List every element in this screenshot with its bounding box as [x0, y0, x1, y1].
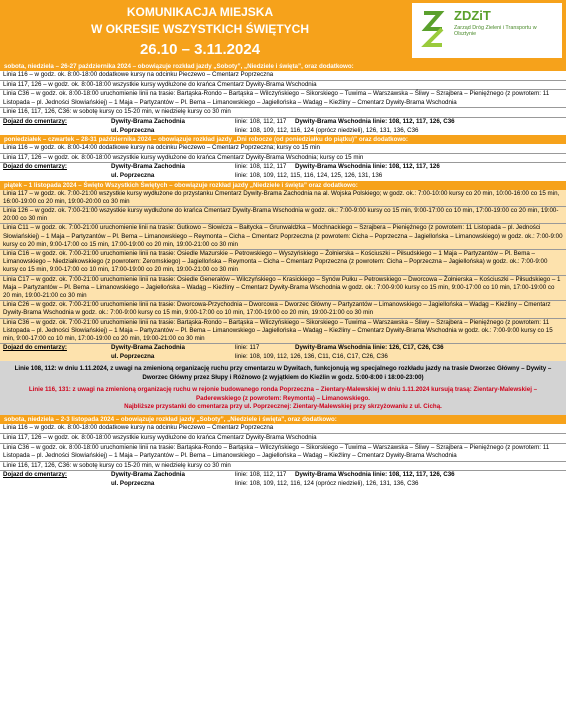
- schedule-line: Linia C36 – w godz. ok. 7:00-21:00 uruchomienie linii na trasie: Bartąska-Rondo – Bartąska – Wilczyńskiego – Sikorskiego – Tuwima – Warszawska – Śliwy – Szrajbera – Pieniężnego (z powrotem: 11 Listopada – pl. Jedności Słowiańskiej) – 1 Maja – Partyzantów – Pl. Bema – Limanowskiego – Jagiellońska – Wadąg – Kieźliny – Cmentarz Dywity-Brama Wschodnia w godz. ok.: 7:00-9:00 kursy co 15 min, 9:00-17:00 co 10 min, 17:00-19:00 co 20 min, 19:00-21:00 co 30 min: [0, 319, 566, 345]
- cemetery-name: ul. Poprzeczna: [111, 352, 155, 360]
- schedule-line: Linia 126 – w godz. ok. 7:00-21:00 wszystkie kursy wydłużone do krańca Cmentarz Dywity-Brama Wschodnia w godz. ok.: 7:00-9:00 kursy co 15 min, 9:00-17:00 co 10 min, 17:00-19:00 co 20 min, 19:00-20:00 co 30 min: [0, 207, 566, 224]
- title-dates: 26.10 – 3.11.2024: [139, 41, 261, 58]
- access-label: Dojazd do cmentarzy:: [3, 163, 67, 171]
- cemetery-name: Dywity-Brama Zachodnia: [111, 344, 185, 352]
- notice-nearest-stops: Najbliższe przystanki do cmentarza przy ul. Poprzecznej: Zientary-Malewskiej przy skrzyżowaniu z ul. Cichą.: [124, 403, 442, 410]
- title-line-2: W OKRESIE WSZYSTKICH ŚWIĘTYCH: [90, 22, 309, 36]
- cemetery-access: [0, 471, 566, 488]
- title-line-1: KOMUNIKACJA MIEJSKA: [126, 5, 274, 19]
- header: [0, 0, 566, 62]
- cemetery-lines: linie: 108, 109, 112, 115, 116, 124, 125, 126, 131, 136: [235, 171, 383, 179]
- schedule-line: Linia C16 – w godz. ok. 7:00-21:00 uruchomienie linii na trasie: Osiedle Mazurskie – Petrowskiego – Wyszyńskiego – Żołnierska – Kościuszki – Piłsudskiego – 1 Maja – Partyzantów – Pl. Bema – Limanowskiego – Niedziałkowskiego (z powrotem: Zeromskiego) – Jagiellońska – Reymonta – Cicha – Cmentarz Poprzeczna (z powrotem: Cicha – Poprzeczna – Jagiellońska) w godz. ok.: 7:00-9:00 kursy co 15 min, 9:00-17:00 co 10 min, 17:00-19:00 co 20 min, 19:00-21:00 co 30 min: [0, 250, 566, 276]
- cemetery-lines: linie: 108, 109, 112, 126, 136, C11, C16, C17, C26, C36: [235, 352, 388, 360]
- cemetery-lines: linie: 108, 112, 117: [235, 471, 287, 479]
- section-nov-1: [0, 181, 566, 362]
- access-label: Dojazd do cmentarzy:: [3, 344, 67, 352]
- section-heading: piątek – 1 listopada 2024 – Święto Wszystkich Świętych – obowiązuje rozkład jazdy „Niedziele i święta” oraz dodatkowo:: [0, 181, 566, 190]
- notice-lines-116-131: Linie 116, 131: z uwagi na zmienioną organizację ruchu w rejonie budowanego ronda Poprzeczna – Zientary-Malewskiej w dniu 1.11.2024 kursują trasą: Zientary-Malewskiej – Paderewskiego (z powrotem: Reymonta) – Limanowskiego.: [28, 386, 538, 402]
- cemetery-lines: linie: 108, 109, 112, 116, 124 (oprócz niedzieli), 126, 131, 136, C36: [235, 479, 419, 487]
- section-heading: poniedziałek – czwartek – 28-31 października 2024 – obowiązuje rozkład jazdy „Dni robocze (od poniedziałku do piątku)” oraz dodatkowo:: [0, 135, 566, 144]
- access-label: Dojazd do cmentarzy:: [3, 471, 67, 479]
- schedule-line: Linie 116, 117, 126, C36: w sobotę kursy co 15-20 min, w niedzielę kursy co 30 min: [0, 108, 566, 118]
- cemetery-lines: Dywity-Brama Wschodnia linie: 126, C17, C26, C36: [295, 344, 444, 352]
- route-change-notice: [0, 361, 566, 415]
- section-heading: sobota, niedziela – 26-27 października 2024 – obowiązuje rozkład jazdy „Soboty”, „Niedziele i święta”, oraz dodatkowo:: [0, 62, 566, 71]
- schedule-line: Linia 117, 126 – w godz. ok. 8:00-18:00 wszystkie kursy wydłużone do krańca Cmentarz Dywity-Brama Wschodnia: [0, 434, 566, 444]
- schedule-line: Linia C36 – w godz. ok. 8:00-18:00 uruchomienie linii na trasie: Bartąska-Rondo – Bartąska – Wilczyńskiego – Sikorskiego – Tuwima – Warszawska – Śliwy – Szrajbera – Pieniężnego (z powrotem: 11 Listopada – pl. Jedności Słowiańskiej) – 1 Maja – Partyzantów – Pl. Bema – Limanowskiego – Jagiellońska – Wadąg – Kieźliny – Cmentarz Dywity-Brama Wschodnia: [0, 90, 566, 108]
- schedule-line: Linia 117, 126 – w godz. ok. 8:00-18:00 wszystkie kursy wydłużone do krańca Cmentarz Dywity-Brama Wschodnia; kursy co 15 min: [0, 154, 566, 164]
- schedule-line: Linia 116 – w godz. ok. 8:00-18:00 dodatkowe kursy na odcinku Pieczewo – Cmentarz Poprzeczna: [0, 71, 566, 81]
- cemetery-name: ul. Poprzeczna: [111, 126, 155, 134]
- schedule-line: Linia C17 – w godz. ok. 7:00-21:00 uruchomienie linii na trasie: Osiedle Generałów – Wilczyńskiego – Krasickiego – Synów Pułku – Petrowskiego – Dworcowa – Żołnierska – Kościuszki – Piłsudskiego – 1 Maja – Partyzantów – Pl. Bema – Limanowskiego – Jagiellońska – Wadąg – Kieźliny – Cmentarz Dywity-Brama Wschodnia w godz. ok.: 7:00-9:00 kursy co 15 min, 9:00-17:00 co 10 min, 17:00-19:00 co 20 min, 19:00-21:00 co 30 min: [0, 276, 566, 302]
- zdzit-logo-mark-icon: [420, 9, 448, 49]
- section-oct-28-31: [0, 135, 566, 180]
- cemetery-lines: linie: 117: [235, 344, 260, 352]
- schedule-line: Linia C36 – w godz. ok. 8:00-18:00 uruchomienie linii na trasie: Bartąska-Rondo – Bartąska – Wilczyńskiego – Sikorskiego – Tuwima – Warszawska – Śliwy – Szrajbera – Pieniężnego (z powrotem: 11 Listopada – pl. Jedności Słowiańskiej) – 1 Maja – Partyzantów – Pl. Bema – Limanowskiego – Jagiellońska – Wadąg – Kieźliny – Cmentarz Dywity-Brama Wschodnia: [0, 444, 566, 462]
- logo-subtitle: Zarząd Dróg Zieleni i Transportu w Olsztynie: [454, 25, 537, 38]
- zdzit-logo: [412, 3, 562, 58]
- schedule-line: Linia 116 – w godz. ok. 8:00-14:00 dodatkowe kursy na odcinku Pieczewo – Cmentarz Poprzeczna; kursy co 15 min: [0, 144, 566, 154]
- schedule-line: Linie 116, 117, 126, C36: w sobotę kursy co 15-20 min, w niedzielę kursy co 30 min: [0, 462, 566, 472]
- cemetery-name: ul. Poprzeczna: [111, 479, 155, 487]
- section-heading: sobota, niedziela – 2-3 listopada 2024 – obowiązuje rozkład jazdy „Soboty”, „Niedziele i święta”, oraz dodatkowo:: [0, 415, 566, 424]
- cemetery-name: Dywity-Brama Zachodnia: [111, 117, 185, 125]
- cemetery-lines: linie: 108, 112, 117: [235, 163, 287, 171]
- notice-lines-108-112: Linie 108, 112: w dniu 1.11.2024, z uwagi na zmienioną organizację ruchu przy cmentarzu w Dywitach, funkcjonują wg specjalnego rozkładu jazdy na trasie Dworzec Główny – Dywity – Dworzec Główny przez Słupy i Różnowo (z wyjątkiem do Kieźlin w godz. 5:00-8:00 i 18:00-23:00): [14, 365, 552, 381]
- cemetery-lines: linie: 108, 112, 117: [235, 117, 287, 125]
- cemetery-lines: Dywity-Brama Wschodnia linie: 108, 112, 117, 126: [295, 163, 440, 171]
- cemetery-name: Dywity-Brama Zachodnia: [111, 471, 185, 479]
- schedule-line: Linia 117 – w godz. ok. 7:00-21:00 wszystkie kursy wydłużone do przystanku Cmentarz Dywity-Brama Zachodnia na al. Wojska Polskiego; w godz. ok.: 7:00-10:00 kursy co 20 min, 10:00-16:00 co 15 min, 16:00-19:00 co 20 min, 19:00-20:00 co 30 min: [0, 190, 566, 207]
- section-nov-2-3: [0, 415, 566, 488]
- cemetery-name: Dywity-Brama Zachodnia: [111, 163, 185, 171]
- section-oct-26-27: [0, 62, 566, 135]
- schedule-line: Linia 116 – w godz. ok. 8:00-18:00 dodatkowe kursy na odcinku Pieczewo – Cmentarz Poprzeczna: [0, 424, 566, 434]
- cemetery-access: [0, 163, 566, 180]
- cemetery-lines: Dywity-Brama Wschodnia linie: 108, 112, 117, 126, C36: [295, 117, 455, 125]
- schedule-line: Linia 117, 126 – w godz. ok. 8:00-18:00 wszystkie kursy wydłużone do krańca Cmentarz Dywity-Brama Wschodnia: [0, 81, 566, 91]
- cemetery-lines: Dywity-Brama Wschodnia linie: 108, 112, 117, 126, C36: [295, 471, 455, 479]
- cemetery-access: [0, 118, 566, 135]
- schedule-line: Linia C11 – w godz. ok. 7:00-21:00 uruchomienie linii na trasie: Gutkowo – Słowicza – Bałtycka – Grunwaldzka – Mochnackiego – Szrajbera – Pieniężnego (z powrotem: 11 Listopada – pl. Jedności Słowiańskiej) – 1 Maja – Partyzantów – Pl. Bema – Limanowskiego – Reymonta – Cicha – Cmentarz Poprzeczna (z powrotem: Cicha – Poprzeczna – Jagiellońska – Limanowskiego) w godz. ok.: 7:00-9:00 kursy co 20 min, 9:00-17:00 co 15 min, 17:00-19:00 co 20 min, 19:00-21:00 co 30 min: [0, 224, 566, 250]
- cemetery-name: ul. Poprzeczna: [111, 171, 155, 179]
- logo-name: ZDZiT: [454, 8, 491, 23]
- cemetery-access: [0, 344, 566, 361]
- cemetery-lines: linie: 108, 109, 112, 116, 124 (oprócz niedzieli), 126, 131, 136, C36: [235, 126, 419, 134]
- schedule-line: Linia C26 – w godz. ok. 7:00-21:00 uruchomienie linii na trasie: Dworcowa-Przychodnia – Dworcowa – Dworzec Główny – Partyzantów – Limanowskiego – Jagiellońska – Wadąg – Kieźliny – Cmentarz Dywity-Brama Wschodnia w godz. ok.: 7:00-9:00 kursy co 15 min, 9:00-17:00 co 10 min, 17:00-19:00 co 20 min, 19:00-21:00 co 30 min: [0, 301, 566, 318]
- access-label: Dojazd do cmentarzy:: [3, 117, 67, 125]
